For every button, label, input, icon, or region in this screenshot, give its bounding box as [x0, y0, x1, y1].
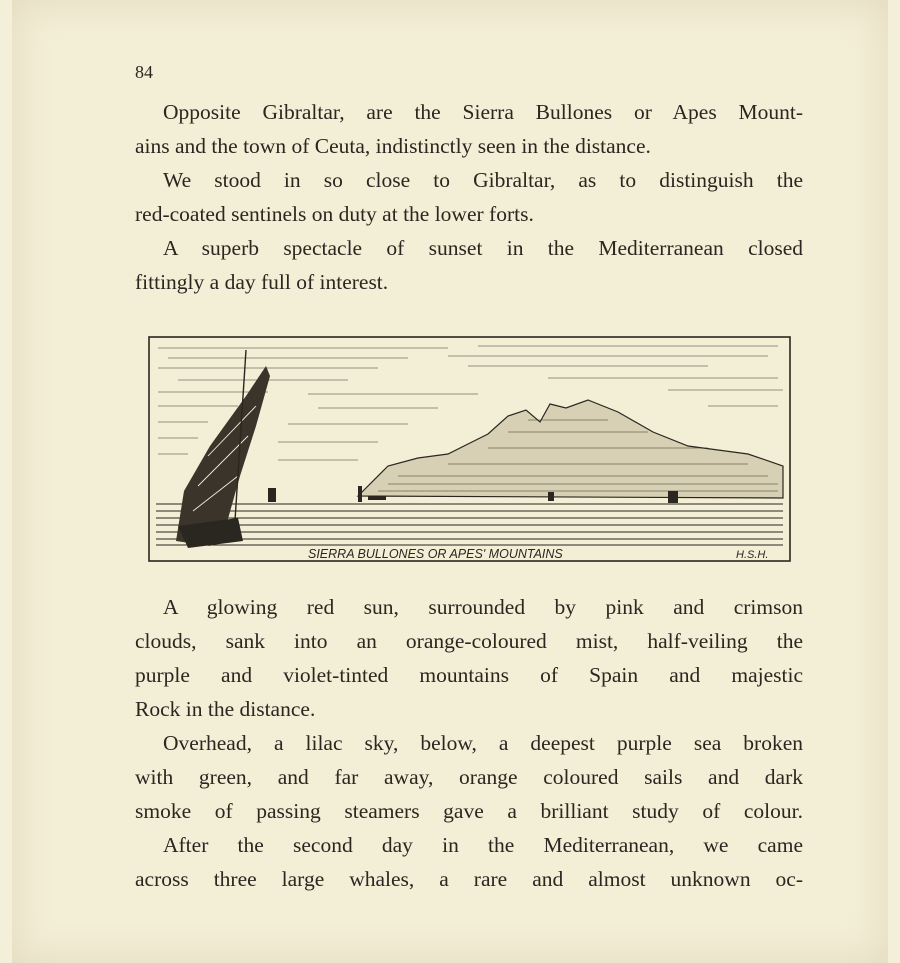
text-line: fittingly a day full of interest.	[135, 270, 389, 294]
text-line: clouds, sank into an orange-coloured mist, half-veiling the	[135, 629, 803, 653]
illustration-signature: H.S.H.	[736, 549, 769, 561]
engraving-illustration	[148, 336, 791, 564]
text-line: smoke of passing steamers gave a brilliant study of colour.	[135, 799, 803, 823]
text-line: Overhead, a lilac sky, below, a deepest purple sea broken	[163, 731, 803, 755]
text-line: with green, and far away, orange coloured sails and dark	[135, 765, 803, 789]
text-line: A glowing red sun, surrounded by pink and crimson	[163, 595, 803, 619]
text-line: red-coated sentinels on duty at the lower forts.	[135, 202, 534, 226]
illustration-caption: SIERRA BULLONES OR APES' MOUNTAINS	[308, 547, 563, 561]
text-line: purple and violet-tinted mountains of Spain and majestic	[135, 663, 803, 687]
book-page	[12, 0, 888, 963]
text-line: After the second day in the Mediterranean, we came	[163, 833, 803, 857]
text-line: Opposite Gibraltar, are the Sierra Bullones or Apes Mount-	[163, 100, 803, 124]
page-number: 84	[135, 62, 153, 82]
text-line: across three large whales, a rare and almost unknown oc-	[135, 867, 803, 891]
text-line: Rock in the distance.	[135, 697, 316, 721]
text-line: We stood in so close to Gibraltar, as to distinguish the	[163, 168, 803, 192]
text-block-bottom	[135, 590, 803, 896]
text-line: A superb spectacle of sunset in the Mediterranean closed	[163, 236, 803, 260]
text-line: ains and the town of Ceuta, indistinctly seen in the distance.	[135, 134, 651, 158]
text-block-top	[135, 95, 803, 299]
